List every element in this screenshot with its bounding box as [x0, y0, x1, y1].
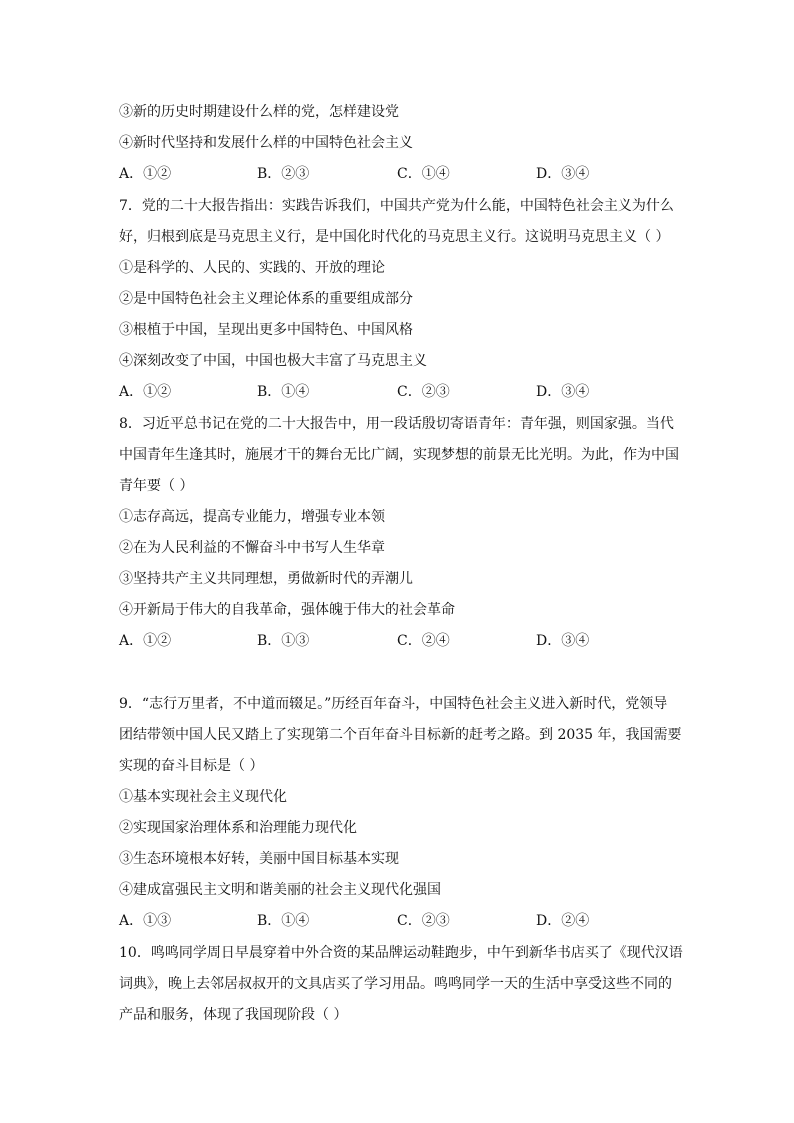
q10-stem-line-2: 词典》，晚上去邻居叔叔开的文具店买了学习用品。鸣鸣同学一天的生活中享受这些不同的: [119, 976, 672, 992]
q6-statement-4: ④新时代坚持和发展什么样的中国特色社会主义: [119, 135, 413, 151]
q6-option-b[interactable]: B．②③: [257, 166, 310, 182]
q9-statement-3: ③生态环境根本好转，美丽中国目标基本实现: [119, 851, 399, 867]
q6-option-d[interactable]: D．③④: [536, 166, 590, 182]
q9-option-a[interactable]: A．①③: [119, 913, 172, 929]
q8-statement-3: ③坚持共产主义共同理想，勇做新时代的弄潮儿: [119, 571, 413, 587]
q7-stem-line-1: 7．党的二十大报告指出：实践告诉我们，中国共产党为什么能，中国特色社会主义为什么: [119, 198, 674, 214]
q8-statement-1: ①志存高远，提高专业能力，增强专业本领: [119, 509, 385, 525]
q9-options: [119, 911, 679, 931]
q9-statement-4: ④建成富强民主文明和谐美丽的社会主义现代化强国: [119, 882, 441, 898]
q9-statement-1: ①基本实现社会主义现代化: [119, 789, 287, 805]
q7-option-b[interactable]: B．①④: [257, 384, 310, 400]
q7-statement-3: ③根植于中国，呈现出更多中国特色、中国风格: [119, 322, 413, 338]
q9-option-b[interactable]: B．①④: [257, 913, 310, 929]
q8-option-a[interactable]: A．①②: [119, 633, 172, 649]
q10-stem-line-3: 产品和服务，体现了我国现阶段（ ）: [119, 1007, 348, 1023]
q8-option-c[interactable]: C．②④: [397, 633, 450, 649]
q7-option-d[interactable]: D．③④: [536, 384, 590, 400]
q6-option-c[interactable]: C．①④: [397, 166, 450, 182]
q9-option-c[interactable]: C．②③: [397, 913, 450, 929]
q8-statement-2: ②在为人民利益的不懈奋斗中书写人生华章: [119, 540, 385, 556]
q8-statement-4: ④开新局于伟大的自我革命，强体魄于伟大的社会革命: [119, 602, 455, 618]
q7-stem-line-2: 好，归根到底是马克思主义行，是中国化时代化的马克思主义行。这说明马克思主义（ ）: [119, 229, 670, 245]
q8-stem-line-3: 青年要（ ）: [119, 478, 194, 494]
q7-statement-2: ②是中国特色社会主义理论体系的重要组成部分: [119, 291, 413, 307]
q7-option-c[interactable]: C．②③: [397, 384, 450, 400]
q6-statement-3: ③新的历史时期建设什么样的党，怎样建设党: [119, 104, 399, 120]
q6-options: [119, 164, 679, 184]
q9-option-d[interactable]: D．②④: [536, 913, 590, 929]
q10-stem-line-1: 10．鸣鸣同学周日早晨穿着中外合资的某品牌运动鞋跑步，中午到新华书店买了《现代汉语: [119, 945, 683, 961]
q8-option-b[interactable]: B．①③: [257, 633, 310, 649]
q6-option-a[interactable]: A．①②: [119, 166, 172, 182]
q7-statement-1: ①是科学的、人民的、实践的、开放的理论: [119, 260, 385, 276]
q9-stem-line-1: 9．“志行万里者，不中道而辍足。”历经百年奋斗，中国特色社会主义进入新时代，党领导: [119, 696, 668, 712]
q9-stem-line-2: 团结带领中国人民又踏上了实现第二个百年奋斗目标新的赶考之路。到 2035 年，我国需要: [119, 727, 682, 743]
q8-stem-line-2: 中国青年生逢其时，施展才干的舞台无比广阔，实现梦想的前景无比光明。为此，作为中国: [119, 447, 679, 463]
q8-stem-line-1: 8．习近平总书记在党的二十大报告中，用一段话殷切寄语青年：青年强，则国家强。当代: [119, 416, 674, 432]
q7-option-a[interactable]: A．①②: [119, 384, 172, 400]
q7-statement-4: ④深刻改变了中国，中国也极大丰富了马克思主义: [119, 353, 427, 369]
q9-stem-line-3: 实现的奋斗目标是（ ）: [119, 758, 264, 774]
q7-options: [119, 382, 679, 402]
q8-option-d[interactable]: D．③④: [536, 633, 590, 649]
q9-statement-2: ②实现国家治理体系和治理能力现代化: [119, 820, 357, 836]
q8-options: [119, 631, 679, 651]
